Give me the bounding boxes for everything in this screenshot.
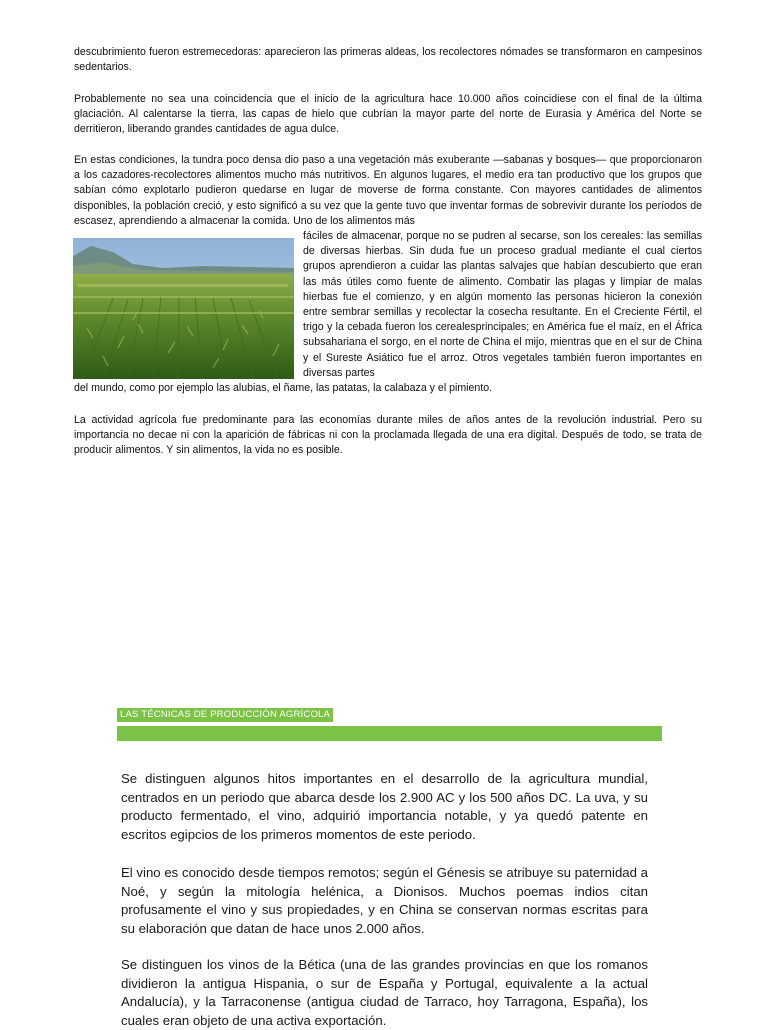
paragraph-betica: Se distinguen los vinos de la Bética (una de las grandes provincias en que los romanos dividieron la antigua Hispania, o sur de España y Portugal, equivalente a la actual Andalucía), y la Tarraconense (antigua ciudad de Tarraco, hoy Tarragona, España), los cuales eran objeto de una activa exportación.: [121, 957, 648, 1028]
section-header-strip: [117, 726, 662, 741]
paragraph-aldeas: descubrimiento fueron estremecedoras: aparecieron las primeras aldeas, los recolectores nómades se transformaron en campesinos sedentarios.: [74, 46, 702, 74]
section-title: LAS TÉCNICAS DE PRODUCCIÓN AGRÍCOLA: [117, 708, 333, 722]
paragraph-tundra: En estas condiciones, la tundra poco densa dio paso a una vegetación más exuberante —sabanas y bosques— que proporcionaron a los cazadores-recolectores alimentos mucho más nutritivos. En algunos lugares, el medio era tan productivo que los grupos que sabían cómo explotarlo pudieron quedarse en lugar de moverse de forma constante. Con mayores cantidades de alimentos disponibles, la población creció, y esto significó a su vez que la gente tuvo que inventar formas de sobrevivir durante los períodos de escasez, aprendiendo a almacenar la comida. Uno de los alimentos más: [74, 154, 702, 227]
cornfield-image: [73, 238, 294, 379]
paragraph-glaciacion: Probablemente no sea una coincidencia que el inicio de la agricultura hace 10.000 años coincidiese con el final de la última glaciación. Al calentarse la tierra, las capas de hielo que cubrían la mayor parte del norte de Eurasia y América del Norte se derritieron, liberando grandes cantidades de agua dulce.: [74, 93, 702, 136]
paragraph-vino: El vino es conocido desde tiempos remotos; según el Génesis se atribuye su paternidad a Noé, y según la mitología helénica, a Dionisos. Muchos poemas indios citan profusamente el vino y sus propiedades, y en China se conservan normas escritas para su elaboración que datan de hace unos 2.000 años.: [121, 865, 648, 936]
paragraph-hitos: Se distinguen algunos hitos importantes en el desarrollo de la agricultura mundial, centrados en un periodo que abarca desde los 2.900 AC y los 500 años DC. La uva, y su producto fermentado, el vino, adquirió importancia notable, y ya quedó patente en escritos egipcios de los primeros momentos de este periodo.: [121, 771, 648, 842]
paragraph-vegetales: del mundo, como por ejemplo las alubias, el ñame, las patatas, la calabaza y el pimiento.: [74, 382, 493, 394]
paragraph-actividad-agricola: La actividad agrícola fue predominante para las economías durante miles de años antes de la revolución industrial. Pero su importancia no decae ni con la aparición de fábricas ni con la proclamada llegada de una era digital. Después de todo, se trata de producir alimentos. Y sin alimentos, la vida no es posible.: [74, 414, 702, 457]
paragraph-cereales: fáciles de almacenar, porque no se pudren al secarse, son los cereales: las semillas de diversas hierbas. Sin duda fue un proceso gradual mediante el cual ciertos grupos aprendieron a cuidar las plantas salvajes que habían descubierto que eran las más útiles como fuente de alimento. Combatir las plagas y limpiar de malas hierbas fue el comienzo, y en algún momento las personas hicieron la conexión entre sembrar semillas y recolectar la cosecha resultante. En el Creciente Fértil, el trigo y la cebada fueron los cerealesprincipales; en América fue el maíz, en el África subsahariana el sorgo, en el norte de China el mijo, mientras que en el sur de China y el Sureste Asiático fue el arroz. Otros vegetales también fueron importantes en diversas partes: [303, 230, 702, 379]
